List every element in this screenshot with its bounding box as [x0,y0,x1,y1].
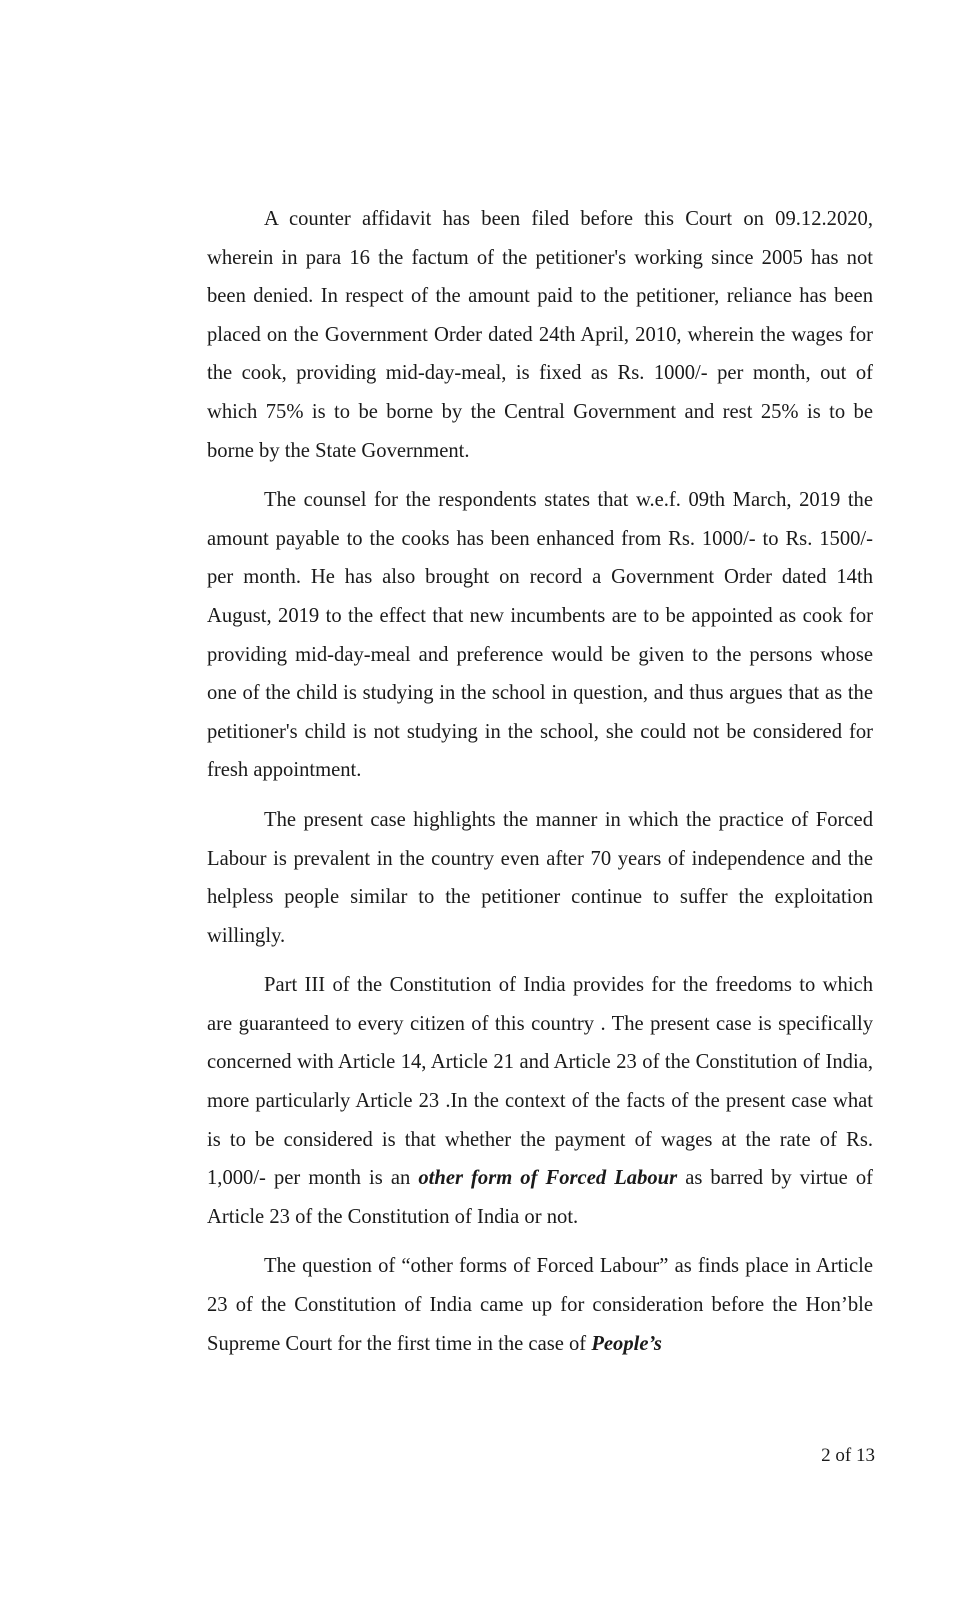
paragraph-respondents-counsel: The counsel for the respondents states that w.e.f. 09th March, 2019 the amount payable to the cooks has been enhanced from Rs. 1000/- to Rs. 1500/- per month. He has also brought on record a Government Order dated 14th August, 2019 to the effect that new incumbents are to be appointed as cook for providing mid-day-meal and preference would be given to the persons whose one of the child is studying in the school in question, and thus argues that as the petitioner's child is not studying in the school, she could not be considered for fresh appointment. [207,489,873,782]
page-number: 2 of 13 [821,1445,875,1466]
paragraph-question-other-forms [207,1247,873,1363]
paragraph-part-iii-constitution [207,966,873,1236]
paragraph-forced-labour-prevalence: The present case highlights the manner in which the practice of Forced Labour is prevalent in the country even after 70 years of independence and the helpless people similar to the petitioner continue to suffer the exploitation willingly. [207,808,873,947]
paragraph-counter-affidavit: A counter affidavit has been filed before this Court on 09.12.2020, wherein in para 16 the factum of the petitioner's working since 2005 has not been denied. In respect of the amount paid to the petitioner, reliance has been placed on the Government Order dated 24th April, 2010, wherein the wages for the cook, providing mid-day-meal, is fixed as Rs. 1000/- per month, out of which 75% is to be borne by the Central Government and rest 25% is to be borne by the State Government. [207,208,873,462]
paragraph-text-segment: as barred by virtue of Article 23 of the Constitution of India or not. [207,1167,873,1228]
emphasis-other-form-of-forced-labour: other form of Forced Labour [418,1167,678,1190]
document-body [207,200,873,1374]
paragraph-text-segment: Part III of the Constitution of India provides for the freedoms to which are guaranteed to every citizen of this country . The present case is specifically concerned with Article 14, Article 21 and Article 23 of the Constitution of India, more particularly Article 23 .In the context of the facts of the present case what is to be considered is that whether the payment of wages at the rate of Rs. 1,000/- per month is an [207,974,873,1190]
paragraph-text-segment: The question of “other forms of Forced Labour” as finds place in Article 23 of the Constitution of India came up for consideration before the Hon’ble Supreme Court for the first time in the case of [207,1255,873,1355]
emphasis-case-name: People’s [591,1332,662,1355]
